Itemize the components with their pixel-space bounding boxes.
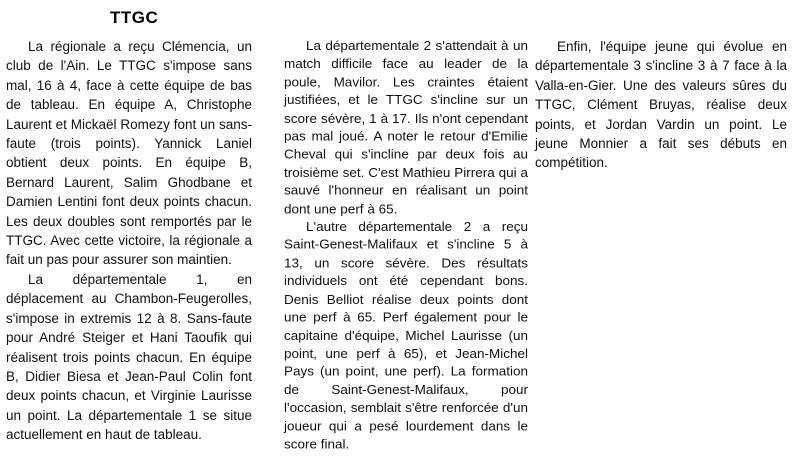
paragraph-regionale: La régionale a reçu Clémencia, un club de l'Ain. Le TTGC s'impose sans mal, 16 à 4, face à cette équipe de bas de tableau. En équipe A, Christophe Laurent et Mickaël Romezy font un sans-faute (trois points). Yannick Laniel obtient deux points. En équipe B, Bernard Laurent, Salim Ghodbane et Damien Lentini font deux points chacun. Les deux doubles sont remportés par le TTGC. Avec cette victoire, la régionale a fait un pas pour assurer son maintien. <box>6 39 252 268</box>
paragraph-departementale-2-saint-genest: L'autre départementale 2 a reçu Saint-Genest-Malifaux et s'incline 5 à 13, un score sévère. Des résultats individuels ont été cependant bons. Denis Belliot réalise deux points dont une perf à 65. Perf également pour le capitaine d'équipe, Michel Laurisse (un point, une perf à 65), et Jean-Michel Pays (un point, une perf). La formation de Saint-Genest-Malifaux, pour l'occasion, semblait s'être renforcée d'un joueur qui a pesé lourdement dans le score final. <box>284 219 528 452</box>
article-column-1 <box>6 37 252 445</box>
article-column-3 <box>535 37 787 173</box>
article-title: TTGC <box>110 8 159 27</box>
paragraph-departementale-2-mavilor: La départementale 2 s'attendait à un match difficile face au leader de la poule, Mavilor. Les craintes étaient justifiées, et le TTGC s'incline sur un score sévère, 1 à 17. Ils n'ont cependant pas mal joué. A noter le retour d'Emilie Cheval qui s'incline par deux fois au troisième set. C'est Mathieu Pirrera qui a sauvé l'honneur en réalisant un point dont une perf à 65. <box>284 38 528 216</box>
article-column-2 <box>284 37 528 453</box>
paragraph-departementale-1: La départementale 1, en déplacement au Chambon-Feugerolles, s'impose in extremis 12 à 8. Sans-faute pour André Steiger et Hani Taoufik qui réalisent trois points chacun. En équipe B, Didier Biesa et Jean-Paul Colin font deux points chacun, et Virginie Laurisse un point. La départementale 1 se situe actuellement en haut de tableau. <box>6 271 252 443</box>
paragraph-equipe-jeune: Enfin, l'équipe jeune qui évolue en départementale 3 s'incline 3 à 7 face à la Valla-en-Gier. Une des valeurs sûres du TTGC, Clément Bruyas, réalise deux points, et Jordan Vardin un point. Le jeune Monnier a fait ses débuts en compétition. <box>535 39 787 171</box>
